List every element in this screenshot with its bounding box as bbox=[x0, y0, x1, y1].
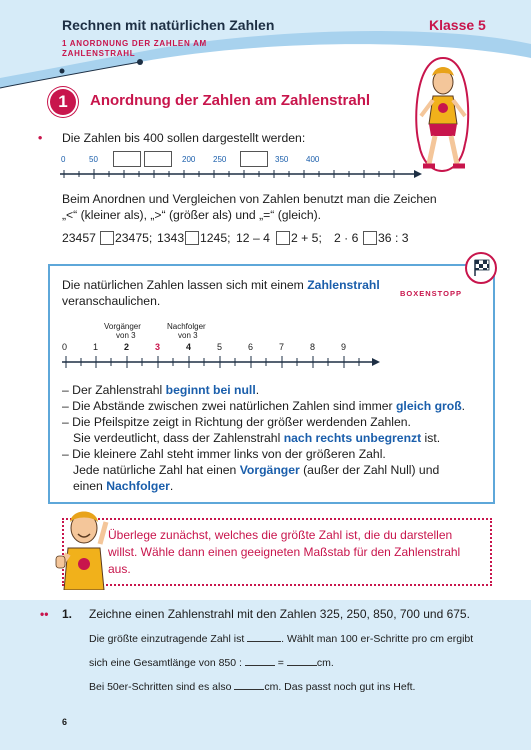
info-point-3-line-2: Sie verdeutlicht, dass der Zahlenstrahl nach rechts unbegrenzt ist. bbox=[73, 431, 441, 445]
predecessor-label: Vorgänger bbox=[104, 322, 141, 331]
exercise-task: Zeichne einen Zahlenstrahl mit den Zahlen 325, 250, 850, 700 und 675. bbox=[89, 607, 470, 621]
blank-largest-number[interactable] bbox=[247, 631, 281, 642]
axis-label-400: 400 bbox=[306, 155, 320, 164]
task-1-left: 23457 bbox=[62, 231, 96, 245]
info-point-1: – Der Zahlenstrahl beginnt bei null. bbox=[62, 383, 260, 397]
task-3-right: 2 + 5; bbox=[291, 231, 322, 245]
task-2-right: 1245; bbox=[200, 231, 231, 245]
exercise-line-1: Die größte einzutragende Zahl ist . Wählt man 100 er-Schritte pro cm ergibt bbox=[89, 633, 474, 645]
nl-4: 4 bbox=[186, 342, 192, 352]
answer-box-300[interactable] bbox=[240, 151, 268, 167]
compare-line-1: Beim Anordnen und Vergleichen von Zahlen benutzt man die Zeichen bbox=[62, 192, 437, 206]
nl-1: 1 bbox=[93, 342, 99, 352]
exercise-line-2: sich eine Gesamtlänge von 850 : = cm. bbox=[89, 657, 334, 669]
task-4-left: 2 · 6 bbox=[334, 231, 359, 245]
nl-9: 9 bbox=[341, 342, 347, 352]
blank-divisor[interactable] bbox=[245, 655, 275, 666]
axis-label-250: 250 bbox=[213, 155, 227, 164]
header-title: Rechnen mit natürlichen Zahlen bbox=[62, 17, 275, 33]
infobox-intro: Die natürlichen Zahlen lassen sich mit einem Zahlenstrahl bbox=[62, 278, 380, 292]
answer-box-100[interactable] bbox=[113, 151, 141, 167]
tip-text: Überlege zunächst, welches die größte Zahl ist, die du darstellen willst. Wähle dann einen geeigneten Maßstab für den Zahlenstrahl aus. bbox=[108, 528, 461, 576]
predecessor-of-label: von 3 bbox=[116, 331, 136, 340]
info-point-4-line-1: – Die kleinere Zahl steht immer links von der größeren Zahl. bbox=[62, 447, 386, 461]
boxenstopp-label: BOXENSTOPP bbox=[400, 289, 462, 298]
checkered-flag-icon bbox=[464, 251, 498, 285]
blank-half-length[interactable] bbox=[234, 679, 264, 690]
bullet: • bbox=[38, 131, 43, 145]
page-number: 6 bbox=[62, 717, 68, 727]
section-label: 1 ANORDNUNG DER ZAHLEN AM ZAHLENSTRAHL bbox=[62, 39, 207, 58]
task-1-right: 23475; bbox=[115, 231, 153, 245]
task-3-sign-box[interactable] bbox=[276, 231, 290, 245]
nl-8: 8 bbox=[310, 342, 316, 352]
blank-length[interactable] bbox=[287, 655, 317, 666]
thumbs-up-kid-illustration bbox=[54, 504, 112, 590]
axis-label-350: 350 bbox=[275, 155, 289, 164]
answer-box-150[interactable] bbox=[144, 151, 172, 167]
nl-2: 2 bbox=[124, 342, 130, 352]
axis-label-0: 0 bbox=[61, 155, 66, 164]
nl-0: 0 bbox=[62, 342, 68, 352]
task-4-right: 36 : 3 bbox=[378, 231, 409, 245]
info-point-2: – Die Abstände zwischen zwei natürlichen Zahlen sind immer gleich groß. bbox=[62, 399, 466, 413]
exercise-line-3: Bei 50er-Schritten sind es also cm. Das passt noch gut ins Heft. bbox=[89, 681, 416, 693]
infobox-intro-2: veranschaulichen. bbox=[62, 294, 161, 308]
exercise-background bbox=[0, 600, 531, 750]
successor-of-label: von 3 bbox=[178, 331, 198, 340]
class-label: Klasse 5 bbox=[429, 17, 486, 33]
chapter-number: 1 bbox=[50, 89, 76, 115]
info-point-3-line-1: – Die Pfeilspitze zeigt in Richtung der größer werdenden Zahlen. bbox=[62, 415, 411, 429]
nl-3: 3 bbox=[155, 342, 161, 352]
intro-text: Die Zahlen bis 400 sollen dargestellt werden: bbox=[62, 131, 306, 145]
axis-label-200: 200 bbox=[182, 155, 196, 164]
exercise-number: 1. bbox=[62, 607, 73, 621]
compare-line-2: „<“ (kleiner als), „>“ (größer als) und „=“ (gleich). bbox=[62, 208, 322, 222]
info-point-4-line-3: einen Nachfolger. bbox=[73, 479, 174, 493]
task-2-left: 1343 bbox=[157, 231, 185, 245]
task-4-sign-box[interactable] bbox=[363, 231, 377, 245]
nl-6: 6 bbox=[248, 342, 254, 352]
task-2-sign-box[interactable] bbox=[185, 231, 199, 245]
task-1-sign-box[interactable] bbox=[100, 231, 114, 245]
info-point-4-line-2: Jede natürliche Zahl hat einen Vorgänger (außer der Zahl Null) und bbox=[73, 463, 440, 477]
difficulty-dots: •• bbox=[40, 607, 49, 621]
nl-7: 7 bbox=[279, 342, 285, 352]
task-3-left: 12 – 4 bbox=[236, 231, 270, 245]
successor-label: Nachfolger bbox=[167, 322, 206, 331]
axis-label-50: 50 bbox=[89, 155, 98, 164]
chapter-title: Anordnung der Zahlen am Zahlenstrahl bbox=[90, 92, 371, 109]
nl-5: 5 bbox=[217, 342, 223, 352]
